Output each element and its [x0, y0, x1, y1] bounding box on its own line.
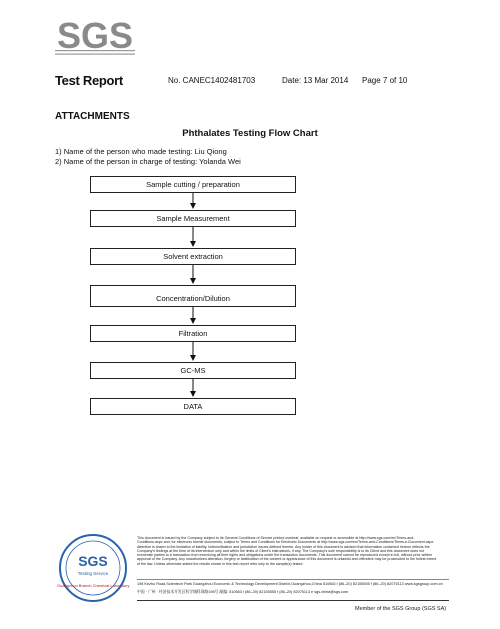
flow-arrowhead: [190, 241, 196, 247]
flow-arrowhead: [190, 318, 196, 324]
flow-step-gc-ms: GC-MS: [90, 362, 296, 379]
page-number: Page 7 of 10: [362, 76, 408, 85]
flow-step-concentration: Concentration/Dilution: [90, 285, 296, 307]
footer-divider-bottom: [137, 600, 449, 601]
flow-step-sample-cutting: Sample cutting / preparation: [90, 176, 296, 193]
address-chinese: 中国 · 广州 · 经济技术开发区科学城科珠路198号 邮编: 510663 t (86–20) 82155555 f (86–20) 82075113 e sgs.china@sgs.com: [137, 590, 349, 594]
person-in-charge: 2) Name of the person in charge of testing: Yolanda Wei: [55, 157, 241, 166]
section-title: ATTACHMENTS: [55, 111, 130, 122]
flow-arrowhead: [190, 278, 196, 284]
flow-arrowhead: [190, 203, 196, 209]
member-text: Member of the SGS Group (SGS SA): [355, 606, 447, 612]
flow-step-filtration: Filtration: [90, 325, 296, 342]
svg-text:Testing Service: Testing Service: [77, 571, 109, 576]
logo-text: SGS: [56, 15, 134, 56]
flow-arrowhead: [190, 355, 196, 361]
flow-arrowhead: [190, 391, 196, 397]
svg-text:SGS: SGS: [78, 553, 108, 569]
flow-step-sample-measurement: Sample Measurement: [90, 210, 296, 227]
report-title: Test Report: [55, 73, 123, 88]
tester-name: 1) Name of the person who made testing: Liu Qiong: [55, 147, 227, 156]
flow-step-data: DATA: [90, 398, 296, 415]
sgs-seal-stamp: [57, 532, 129, 604]
report-number: No. CANEC1402481703: [168, 76, 256, 85]
seal-side-text: Guangzhou Branch Chemical Laboratory: [57, 583, 130, 588]
address-english: 198 Kezhu Road,Scientech Park Guangzhou Economic & Technology Development District,Guangzhou,China 510663 t (86–20) 82155555 f (86–20) 82075113 www.sgsgroup.com.cn: [137, 582, 443, 586]
report-date: Date: 13 Mar 2014: [282, 76, 349, 85]
flow-step-solvent-extraction: Solvent extraction: [90, 248, 296, 265]
footer-divider: [137, 579, 449, 580]
flow-chart-title: Phthalates Testing Flow Chart: [182, 128, 318, 139]
disclaimer-text: This document is issued by the Company subject to its General Conditions of Service printed overleaf, available on request or accessible at http://www.sgs.com/en/Terms-and-Conditions.aspx and, for electronic format documents, subject to Terms and Conditions for Electronic Documents at http://www.sgs.com/en/Terms-and-Conditions/Terms-e-Document.aspx. Attention is drawn to the limitation of liability, indemnification and jurisdiction issues defined therein. Any holder of this document is advised that information contained hereon reflects the Company's findings at the time of its intervention only and within the limits of Client's instructions, if any. The Company's sole responsibility is to its Client and this document does not exonerate parties to a transaction from exercising all their rights and obligations under the transaction documents. This document cannot be reproduced except in full, without prior written approval of the Company. Any unauthorized alteration, forgery or falsification of the content or appearance of this document is unlawful and offenders may be prosecuted to the fullest extent of the law. Unless otherwise stated the results shown in this test report refer only to the sample(s) tested .: [137, 536, 437, 566]
